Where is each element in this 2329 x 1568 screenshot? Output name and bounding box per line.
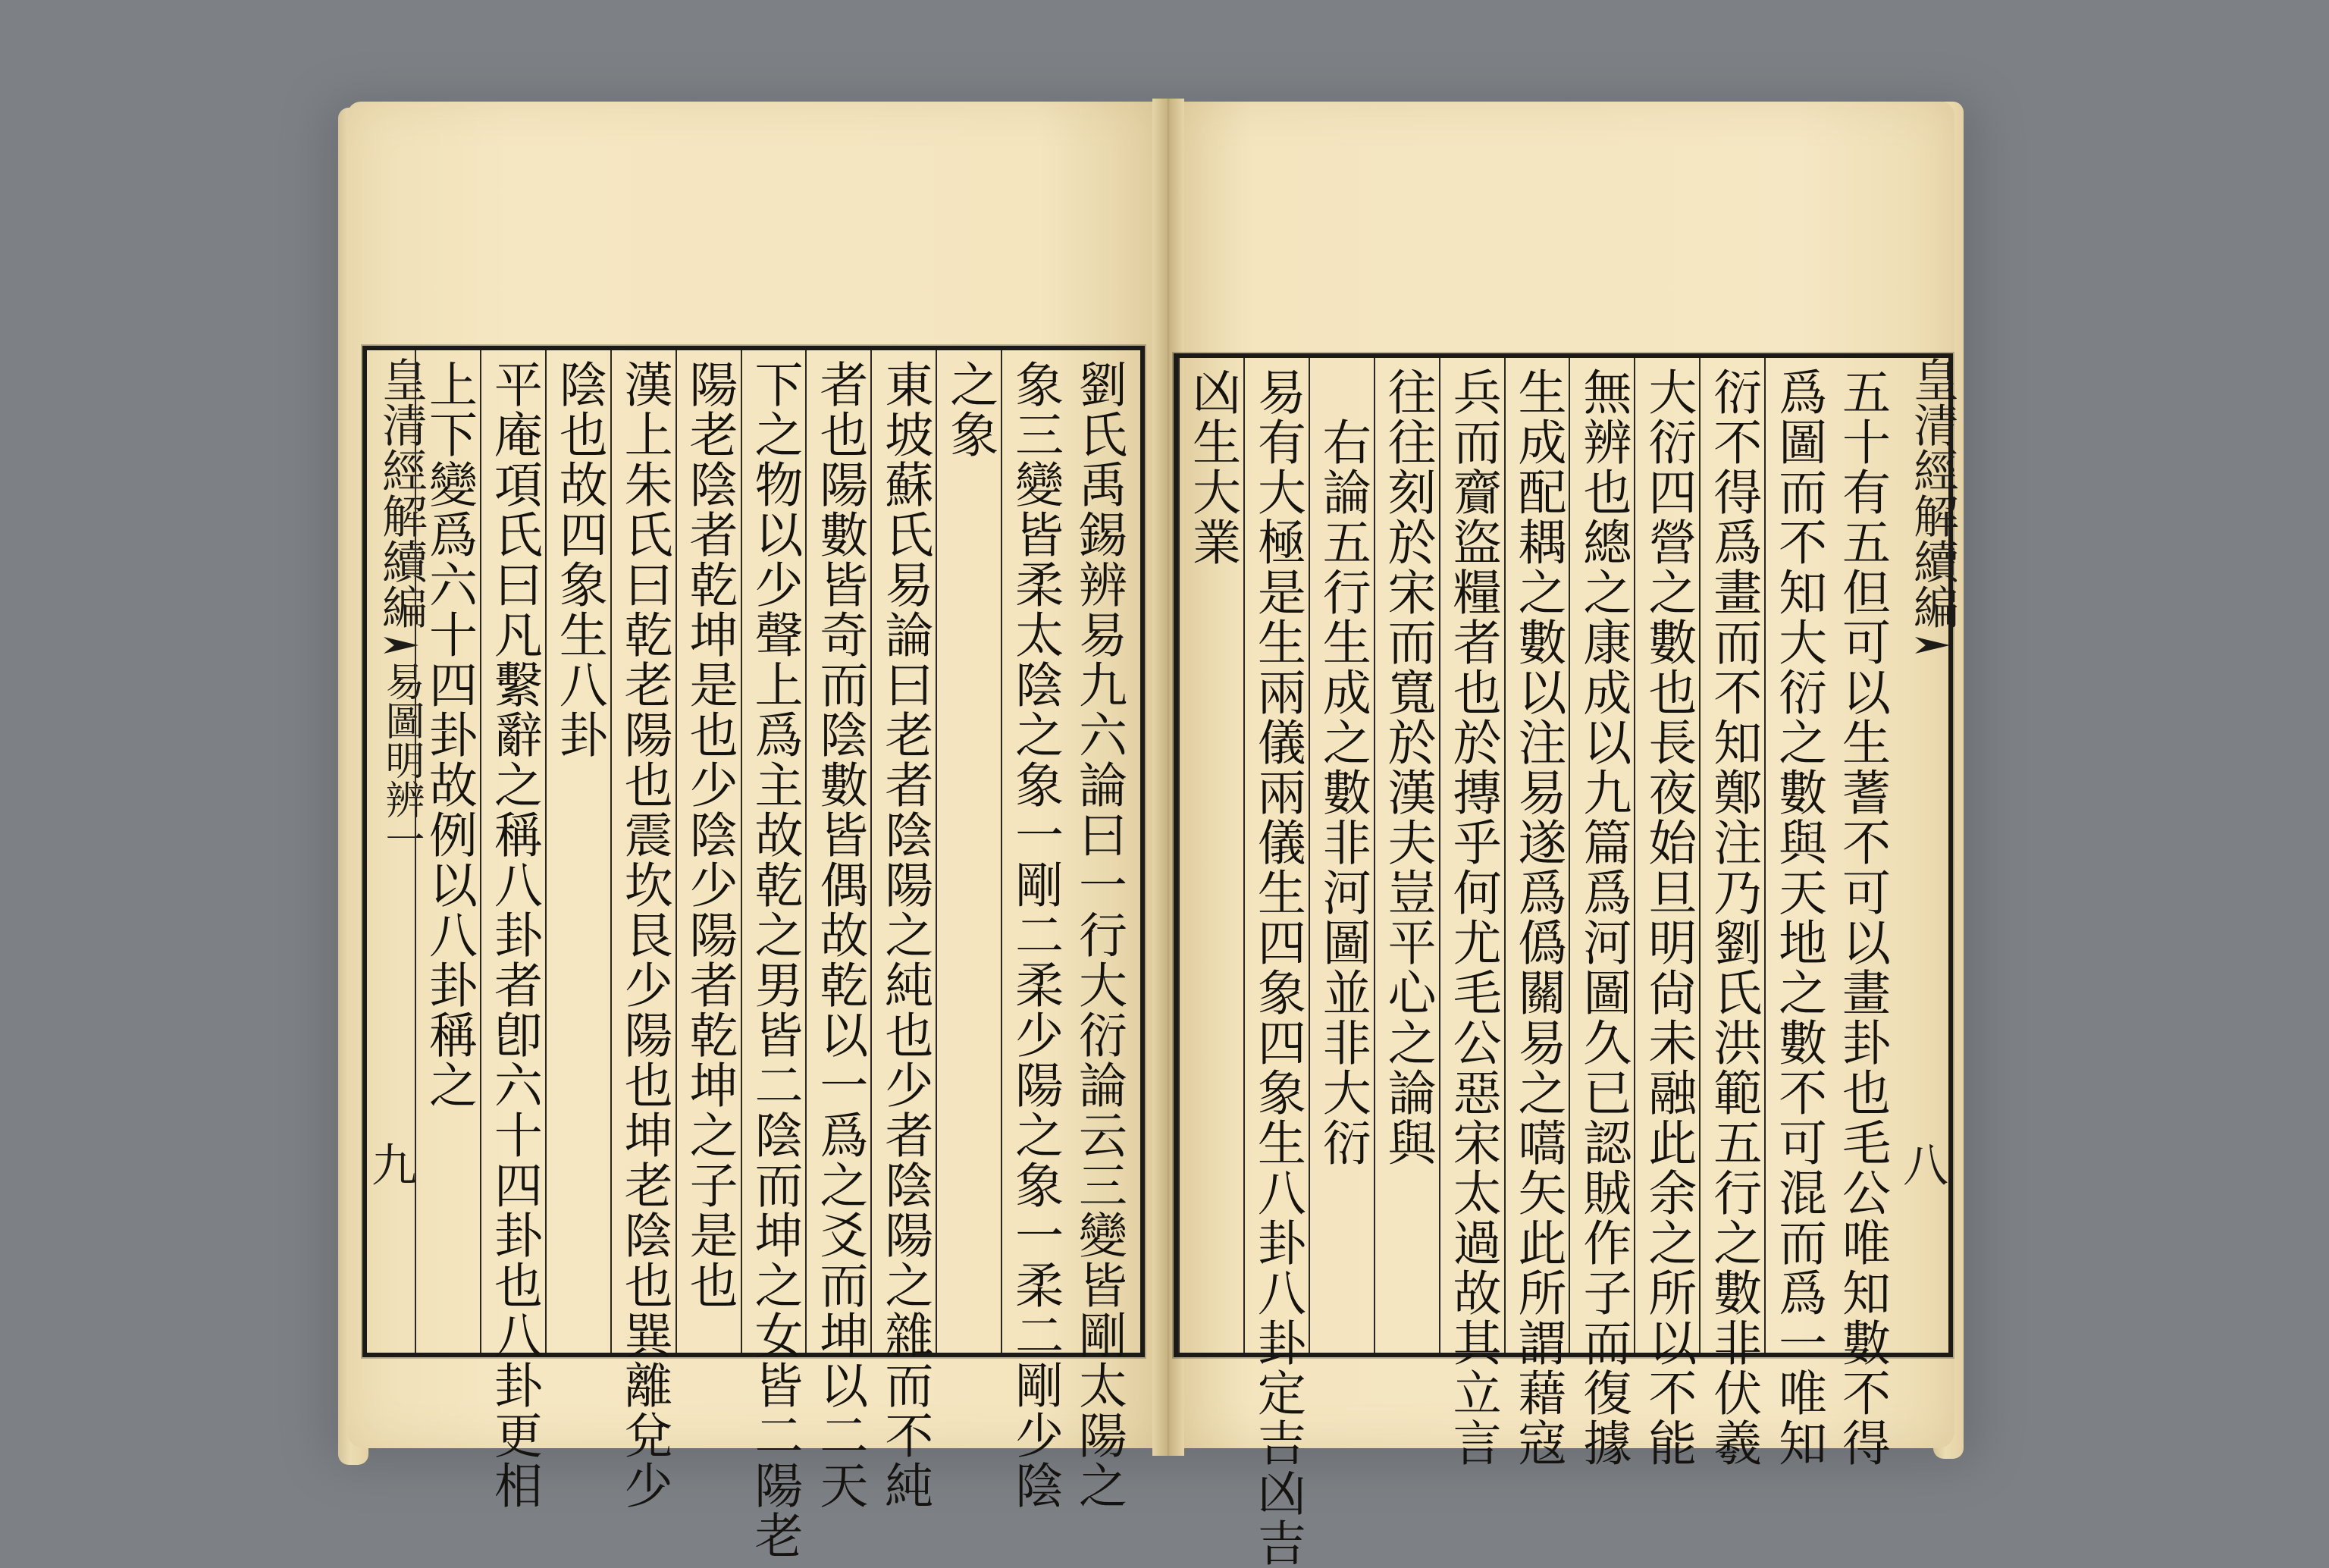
running-title: 皇清經解續編	[375, 356, 428, 629]
text-column	[1001, 350, 1067, 1510]
text-column	[1439, 358, 1506, 1468]
text-line: 爲圖而不知大衍之數與天地之數不可混而爲一唯知	[1770, 367, 1827, 1468]
text-column	[1504, 358, 1571, 1468]
text-column	[1699, 358, 1766, 1468]
text-column	[676, 350, 742, 1353]
text-column	[1829, 358, 1895, 1468]
text-column	[1569, 358, 1635, 1468]
text-column	[545, 350, 612, 1353]
text-line: 生成配耦之數以注易遂爲僞關易之嚆矢此所謂藉寇	[1509, 367, 1566, 1468]
text-line: 兵而齎盜糧者也於摶乎何尤毛公惡宋太過故其立言	[1444, 367, 1501, 1468]
text-line: 漢上朱氏曰乾老陽也震坎艮少陽也坤老陰也巽離兌少	[616, 359, 672, 1510]
text-column	[1309, 358, 1375, 1353]
text-line: 上下變爲六十四卦故例以八卦稱之	[420, 359, 477, 1110]
text-column	[1066, 350, 1131, 1510]
text-column	[936, 350, 1002, 1353]
text-line: 衍不得爲畫而不知鄭注乃劉氏洪範五行之數非伏羲	[1705, 367, 1762, 1468]
text-column	[870, 350, 937, 1510]
text-line: 易有大極是生兩儀兩儀生四象四象生八卦八卦定吉凶吉	[1249, 367, 1306, 1568]
text-line: 象三變皆柔太陰之象一剛二柔少陽之象一柔二剛少陰	[1007, 359, 1064, 1510]
right-fish-tail-mark	[1915, 637, 1950, 654]
text-line: 下之物以少聲上爲主故乾之男皆二陰而坤之女皆二陽老	[746, 359, 803, 1560]
text-line: 平庵項氏曰凡繫辭之稱八卦者卽六十四卦也八卦更相	[485, 359, 542, 1510]
text-line: 右論五行生成之數非河圖並非大衍	[1314, 417, 1371, 1168]
text-line: 劉氏禹錫辨易九六論曰一行大衍論云三變皆剛太陽之	[1070, 359, 1127, 1510]
text-column	[1374, 358, 1440, 1353]
right-running-title: 皇清經解續編	[1906, 356, 1959, 629]
text-column	[1178, 358, 1245, 1353]
text-line: 無辨也總之康成以九篇爲河圖久已認賊作子而復據	[1575, 367, 1632, 1468]
text-column	[610, 350, 677, 1510]
text-line: 東坡蘇氏易論曰老者陰陽之純也少者陰陽之雜而不純	[876, 359, 933, 1510]
right-folio: 八	[1903, 1140, 1948, 1193]
text-line: 往往刻於宋而寬於漢夫豈平心之論與	[1379, 367, 1436, 1168]
text-column	[480, 350, 547, 1510]
text-column	[741, 350, 807, 1560]
text-line: 之象	[942, 359, 998, 459]
text-line: 陰也故四象生八卦	[550, 359, 607, 760]
left-text-frame	[362, 346, 1145, 1560]
right-text-frame	[1174, 353, 1953, 1568]
text-column	[415, 350, 481, 1353]
left-columns	[367, 350, 1140, 1560]
text-line: 者也陽數皆奇而陰數皆偶故乾以一爲之爻而坤以二天	[811, 359, 868, 1510]
section-title: 易圖明辨一	[378, 661, 424, 858]
text-column	[1243, 358, 1310, 1568]
text-column	[1764, 358, 1831, 1468]
text-line: 五十有五但可以生蓍不可以畫卦也毛公唯知數不得	[1834, 367, 1891, 1468]
text-column	[1634, 358, 1701, 1468]
left-folio: 九	[371, 1140, 417, 1193]
text-line: 凶生大業	[1183, 367, 1240, 567]
text-line: 大衍四營之數也長夜始旦明尙未融此余之所以不能	[1640, 367, 1697, 1468]
text-column	[805, 350, 872, 1510]
text-line: 陽老陰者乾坤是也少陰少陽者乾坤之子是也	[681, 359, 738, 1310]
right-columns	[1178, 358, 1948, 1568]
